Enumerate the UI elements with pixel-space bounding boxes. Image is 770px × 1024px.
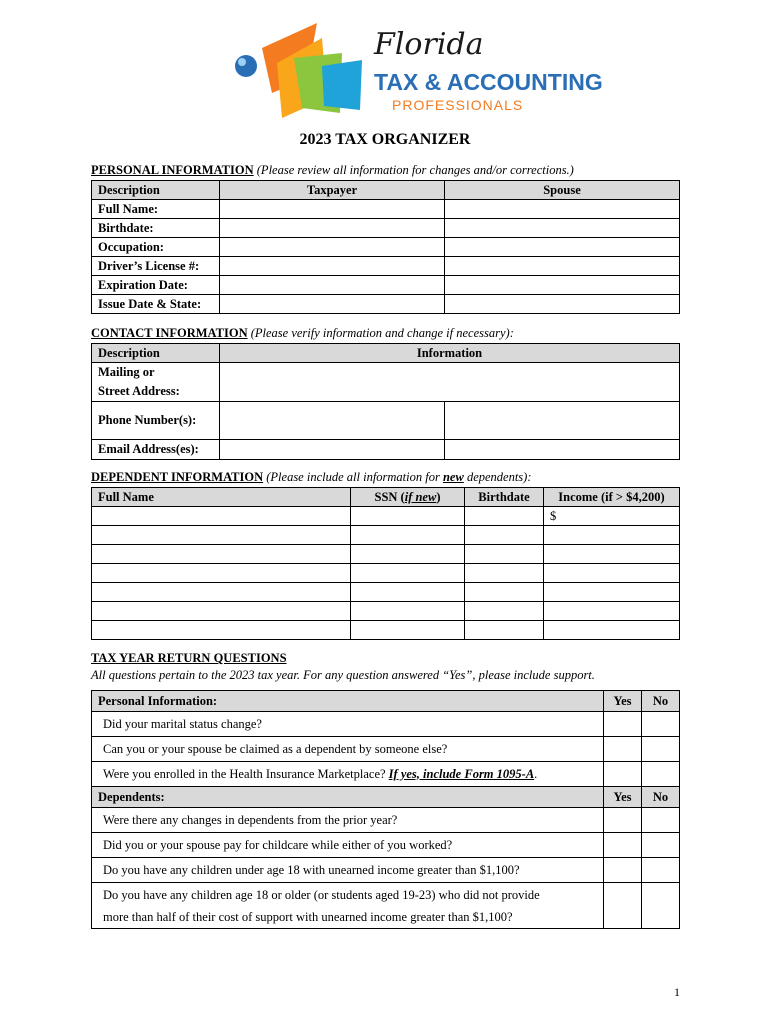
dependent-table — [91, 487, 680, 640]
dep-ssn-field[interactable] — [351, 526, 465, 545]
taxpayer-license-field[interactable] — [220, 257, 445, 276]
dep-birthdate-field[interactable] — [465, 564, 544, 583]
dependent-note — [266, 470, 531, 484]
dep-name-field[interactable] — [92, 545, 351, 564]
yes-checkbox[interactable] — [604, 762, 642, 787]
dep-name-field[interactable] — [92, 564, 351, 583]
dep-income-field[interactable] — [544, 602, 680, 621]
contact-note: (Please verify information and change if necessary): — [250, 326, 514, 340]
contact-col-information: Information — [220, 344, 680, 363]
dependent-note-post: dependents): — [463, 470, 532, 484]
dep-name-field[interactable] — [92, 507, 351, 526]
dep-income-field[interactable] — [544, 583, 680, 602]
company-logo — [232, 18, 603, 126]
logo-line1: Florida — [374, 27, 484, 62]
yes-checkbox[interactable] — [604, 883, 642, 929]
questions-section-heading — [91, 651, 287, 666]
row-label-issue: Issue Date & State: — [92, 295, 220, 314]
taxpayer-birthdate-field[interactable] — [220, 219, 445, 238]
dep-income-field[interactable] — [544, 621, 680, 640]
questions-table — [91, 690, 680, 929]
yes-checkbox[interactable] — [604, 737, 642, 762]
dep-birthdate-field[interactable] — [465, 583, 544, 602]
dep-birthdate-field[interactable] — [465, 526, 544, 545]
phone-label: Phone Number(s): — [92, 402, 220, 440]
page-number: 1 — [674, 985, 680, 999]
dep-income-field[interactable] — [544, 545, 680, 564]
email-field-1[interactable] — [220, 440, 445, 460]
dep-col-ssn-post: ) — [436, 489, 441, 504]
email-label: Email Address(es): — [92, 440, 220, 460]
dep-ssn-field[interactable] — [351, 507, 465, 526]
question-last-line2: more than half of their cost of support with unearned income greater than $1,100? — [103, 909, 513, 924]
dep-col-birthdate: Birthdate — [465, 488, 544, 507]
dependent-note-new: new — [442, 470, 464, 484]
contact-col-description: Description — [92, 344, 220, 363]
dependent-section-heading — [91, 470, 532, 485]
email-field-2[interactable] — [445, 440, 680, 460]
personal-no-head: No — [642, 691, 680, 712]
taxpayer-occupation-field[interactable] — [220, 238, 445, 257]
dep-ssn-field[interactable] — [351, 602, 465, 621]
dep-name-field[interactable] — [92, 583, 351, 602]
dep-col-income: Income (if > $4,200) — [544, 488, 680, 507]
personal-section-heading — [91, 163, 574, 178]
col-taxpayer: Taxpayer — [220, 181, 445, 200]
spouse-issue-field[interactable] — [445, 295, 680, 314]
yes-checkbox[interactable] — [604, 833, 642, 858]
question-marketplace: Were you enrolled in the Health Insurance Marketplace? If yes, include Form 1095-A. — [92, 762, 604, 787]
personal-table — [91, 180, 680, 314]
question-last-line1: Do you have any children age 18 or older (or students aged 19-23) who did not provide — [103, 887, 540, 902]
dep-col-ssn — [351, 488, 465, 507]
question-marketplace-text: Were you enrolled in the Health Insurance Marketplace? — [103, 766, 386, 781]
dep-ssn-field[interactable] — [351, 545, 465, 564]
dependent-heading: DEPENDENT INFORMATION — [91, 470, 264, 484]
no-checkbox[interactable] — [642, 858, 680, 883]
dep-name-field[interactable] — [92, 526, 351, 545]
personal-heading: PERSONAL INFORMATION — [91, 163, 254, 177]
dep-income-field[interactable] — [544, 526, 680, 545]
logo-line2: TAX & ACCOUNTING — [374, 69, 603, 95]
question-last — [92, 883, 604, 929]
spouse-birthdate-field[interactable] — [445, 219, 680, 238]
dep-birthdate-field[interactable] — [465, 602, 544, 621]
yes-checkbox[interactable] — [604, 808, 642, 833]
mailing-label-line1: Mailing or — [98, 365, 155, 379]
questions-heading: TAX YEAR RETURN QUESTIONS — [91, 651, 287, 665]
personal-yes-head: Yes — [604, 691, 642, 712]
no-checkbox[interactable] — [642, 712, 680, 737]
col-description: Description — [92, 181, 220, 200]
taxpayer-expiration-field[interactable] — [220, 276, 445, 295]
dep-income-field[interactable] — [544, 564, 680, 583]
page-title: 2023 TAX ORGANIZER — [299, 131, 471, 148]
dep-income-field[interactable]: $ — [544, 507, 680, 526]
personal-note: (Please review all information for changes and/or corrections.) — [256, 163, 574, 177]
phone-field-2[interactable] — [445, 402, 680, 440]
yes-checkbox[interactable] — [604, 712, 642, 737]
dep-name-field[interactable] — [92, 602, 351, 621]
dep-ssn-field[interactable] — [351, 583, 465, 602]
dep-birthdate-field[interactable] — [465, 507, 544, 526]
question-text: Do you have any children under age 18 with unearned income greater than $1,100? — [92, 858, 604, 883]
dep-birthdate-field[interactable] — [465, 545, 544, 564]
dep-name-field[interactable] — [92, 621, 351, 640]
yes-checkbox[interactable] — [604, 858, 642, 883]
dependent-note-pre: (Please include all information for — [266, 470, 443, 484]
contact-heading: CONTACT INFORMATION — [91, 326, 248, 340]
dep-birthdate-field[interactable] — [465, 621, 544, 640]
questions-subtitle: All questions pertain to the 2023 tax year. For any question answered “Yes”, please include support. — [91, 668, 595, 682]
dep-col-ssn-pre: SSN ( — [374, 489, 405, 504]
spouse-occupation-field[interactable] — [445, 238, 680, 257]
question-text: Can you or your spouse be claimed as a dependent by someone else? — [92, 737, 604, 762]
mailing-address-field[interactable] — [220, 363, 680, 402]
dep-ssn-field[interactable] — [351, 564, 465, 583]
row-label-full-name: Full Name: — [92, 200, 220, 219]
no-checkbox[interactable] — [642, 762, 680, 787]
dependents-questions-head: Dependents: — [92, 787, 604, 808]
logo-line3: PROFESSIONALS — [392, 97, 524, 113]
dependents-no-head: No — [642, 787, 680, 808]
row-label-license: Driver’s License #: — [92, 257, 220, 276]
no-checkbox[interactable] — [642, 833, 680, 858]
contact-table — [91, 343, 680, 460]
dep-ssn-field[interactable] — [351, 621, 465, 640]
col-spouse: Spouse — [445, 181, 680, 200]
no-checkbox[interactable] — [642, 883, 680, 929]
taxpayer-full-name-field[interactable] — [220, 200, 445, 219]
no-checkbox[interactable] — [642, 808, 680, 833]
dependents-yes-head: Yes — [604, 787, 642, 808]
spouse-expiration-field[interactable] — [445, 276, 680, 295]
question-text: Did your marital status change? — [92, 712, 604, 737]
phone-field-1[interactable] — [220, 402, 445, 440]
spouse-license-field[interactable] — [445, 257, 680, 276]
taxpayer-issue-field[interactable] — [220, 295, 445, 314]
row-label-birthdate: Birthdate: — [92, 219, 220, 238]
personal-questions-head: Personal Information: — [92, 691, 604, 712]
dep-col-name: Full Name — [92, 488, 351, 507]
row-label-expiration: Expiration Date: — [92, 276, 220, 295]
mailing-label — [92, 363, 220, 402]
form-1095a-note: If yes, include Form 1095-A — [388, 766, 535, 781]
row-label-occupation: Occupation: — [92, 238, 220, 257]
contact-section-heading — [91, 326, 514, 341]
question-text: Were there any changes in dependents from the prior year? — [92, 808, 604, 833]
question-text: Did you or your spouse pay for childcare while either of you worked? — [92, 833, 604, 858]
dep-col-ssn-if: if new — [404, 489, 437, 504]
spouse-full-name-field[interactable] — [445, 200, 680, 219]
no-checkbox[interactable] — [642, 737, 680, 762]
mailing-label-line2: Street Address: — [98, 384, 180, 398]
